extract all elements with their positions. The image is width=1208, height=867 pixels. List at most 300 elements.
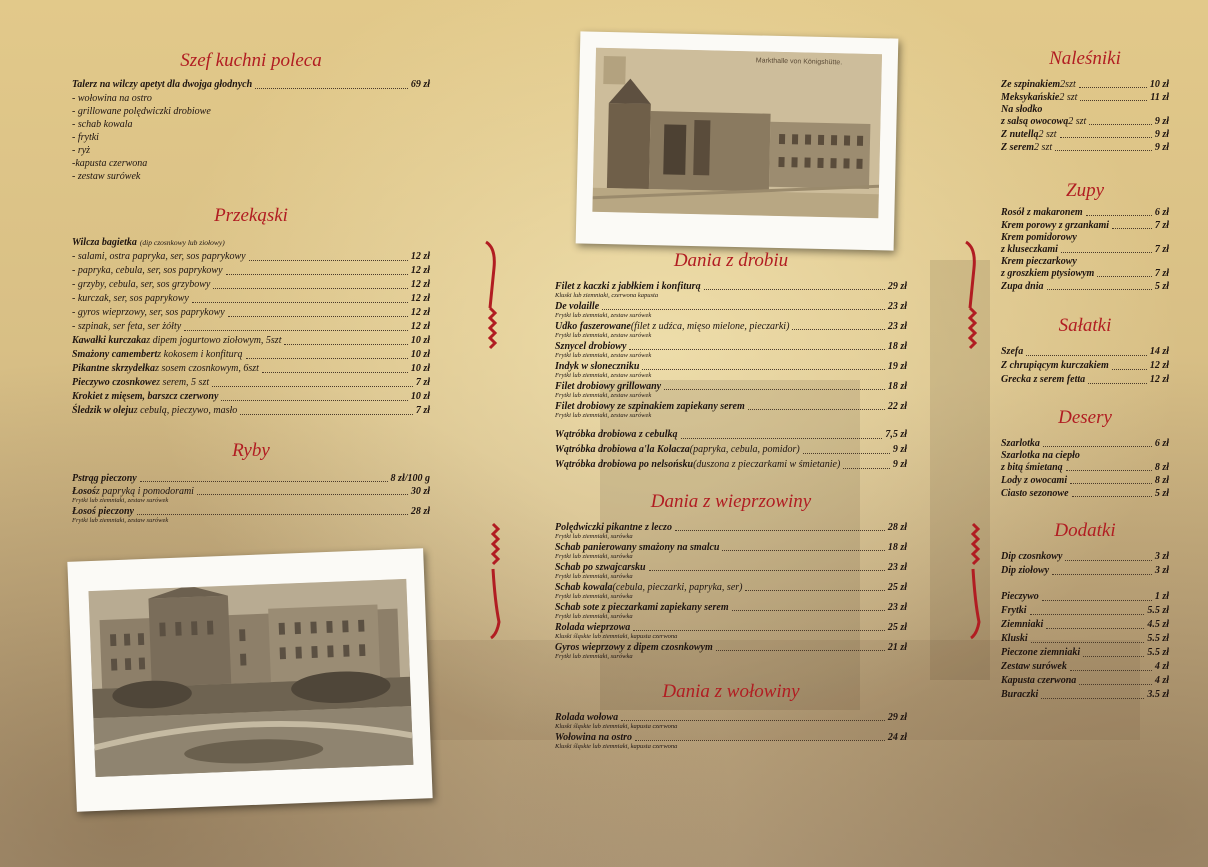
menu-item	[1001, 474, 1169, 487]
menu-item	[555, 621, 907, 634]
dot-leader	[1031, 642, 1145, 643]
talerz-component: - zestaw surówek	[72, 170, 141, 182]
menu-item	[72, 390, 430, 404]
dot-leader	[681, 438, 883, 439]
menu-item-price: 10 zł	[410, 335, 430, 346]
menu-item-name: Meksykańskie	[1001, 92, 1060, 103]
menu-item	[555, 380, 907, 393]
menu-item	[555, 601, 907, 614]
menu-item-name: Rolada wołowa	[555, 712, 619, 723]
menu-item-price: 10 zł	[410, 363, 430, 374]
section-title-zupy: Zupy	[1066, 180, 1104, 201]
wolow-list	[555, 711, 907, 750]
menu-item	[1001, 487, 1169, 500]
menu-item-price: 8 zł	[1154, 462, 1169, 473]
talerz-component: - grillowane polędwiczki drobiowe	[72, 105, 211, 117]
menu-item-subtext: Kluski śląskie lub ziemniaki, kapusta czerwona	[555, 633, 678, 640]
menu-item	[555, 521, 907, 534]
menu-item-price: 5.5 zł	[1147, 633, 1169, 644]
menu-item	[72, 472, 430, 485]
menu-item-price: 4 zł	[1154, 675, 1169, 686]
dot-leader	[1112, 228, 1152, 229]
section-title-wieprz: Dania z wieprzowiny	[650, 491, 812, 512]
menu-item-subtext: Frytki lub ziemniaki, surówka	[555, 653, 633, 660]
dips-list	[1001, 550, 1169, 578]
menu-item	[1001, 632, 1169, 646]
menu-item	[72, 320, 430, 334]
dot-leader	[1097, 276, 1151, 277]
dot-leader	[1070, 670, 1152, 671]
menu-item-price: 23 zł	[887, 602, 907, 613]
menu-item-pre: Krem pomidorowy	[1001, 232, 1077, 243]
photo-markthalle	[576, 31, 899, 250]
menu-item-price: 21 zł	[887, 642, 907, 653]
menu-item	[72, 264, 430, 278]
dot-leader	[240, 414, 413, 415]
menu-item-name: Smażony camembert	[72, 349, 158, 360]
menu-item-desc: 2 szt	[1068, 116, 1087, 127]
menu-item-subtext: Frytki lub ziemniaki, zestaw surówek	[555, 372, 652, 379]
left-column	[72, 50, 430, 525]
dot-leader	[745, 590, 884, 591]
menu-item	[555, 400, 907, 413]
dot-leader	[1089, 124, 1152, 125]
menu-item	[1001, 219, 1169, 232]
right-column	[1001, 48, 1169, 702]
menu-item-price: 7 zł	[1154, 244, 1169, 255]
menu-item-price: 10 zł	[1149, 79, 1169, 90]
menu-item-price: 12 zł	[410, 265, 430, 276]
menu-item-name: z groszkiem ptysiowym	[1001, 268, 1095, 279]
menu-item-price: 9 zł	[1154, 116, 1169, 127]
menu-item-name: z kluseczkami	[1001, 244, 1058, 255]
menu-item	[72, 278, 430, 292]
wieprz-list	[555, 521, 907, 660]
menu-item-subtext: Kluski śląskie lub ziemniaki, kapusta czerwona	[555, 743, 678, 750]
salatki-list	[1001, 345, 1169, 387]
menu-item	[1001, 461, 1169, 474]
menu-item-price: 6 zł	[1154, 207, 1169, 218]
menu-item	[555, 561, 907, 574]
menu-item	[1001, 604, 1169, 618]
menu-item-price: 12 zł	[410, 279, 430, 290]
dot-leader	[1055, 150, 1152, 151]
dot-leader	[1083, 656, 1144, 657]
dot-leader	[621, 720, 885, 721]
menu-item-name: Zestaw surówek	[1001, 661, 1067, 672]
menu-item-price: 19 zł	[887, 361, 907, 372]
menu-item-name: Schab sote z pieczarkami zapiekany serem	[555, 602, 729, 613]
ryby-list	[72, 472, 430, 524]
menu-item-name: Lody z owocami	[1001, 475, 1068, 486]
menu-item-name: Z serem	[1001, 142, 1035, 153]
markthalle-caption: Markthalle von Königshütte.	[755, 57, 843, 67]
menu-item-name: Łosoś pieczony	[72, 506, 134, 517]
menu-item-name: Wątróbka drobiowa po nelsońsku	[555, 459, 694, 470]
menu-item	[1001, 618, 1169, 632]
menu-item-desc: (filet z udźca, mięso mielone, pieczarki)	[630, 321, 790, 332]
menu-item-price: 25 zł	[887, 622, 907, 633]
ornament-left-bottom-icon	[483, 522, 503, 642]
dot-leader	[226, 274, 408, 275]
menu-item-price: 9 zł	[1154, 142, 1169, 153]
menu-item-desc: z kokosem i konfiturą	[157, 349, 243, 360]
menu-item-name: Pikantne skrzydełka	[72, 363, 156, 374]
menu-item-subtext: Frytki lub ziemniaki, surówka	[555, 593, 633, 600]
dot-leader	[262, 372, 408, 373]
menu-item-name: Z nutellą	[1001, 129, 1039, 140]
menu-item-price: 28 zł	[887, 522, 907, 533]
center-column	[555, 250, 907, 751]
menu-item-name: Ciasto sezonowe	[1001, 488, 1069, 499]
menu-item-price: 4 zł	[1154, 661, 1169, 672]
menu-item-name: Frytki	[1001, 605, 1027, 616]
menu-item-desc: - grzyby, cebula, ser, sos grzybowy	[72, 279, 211, 290]
section-title-dodatki: Dodatki	[1054, 520, 1116, 541]
menu-item-name: Pstrąg pieczony	[72, 473, 137, 484]
menu-item-desc: - szpinak, ser feta, ser żółty	[72, 321, 182, 332]
menu-item	[1001, 267, 1169, 280]
menu-item-name: Krem porowy z grzankami	[1001, 220, 1110, 231]
menu-item-name: Rosół z makaronem	[1001, 207, 1083, 218]
menu-item-desc: (cebula, pieczarki, papryka, ser)	[612, 582, 743, 593]
menu-item-price: 24 zł	[887, 732, 907, 743]
dot-leader	[192, 302, 408, 303]
menu-item-wilcza-bagietka: Wilcza bagietka (dip czosnkowy lub ziołowy)	[72, 236, 225, 248]
menu-item-name: Grecka z serem fetta	[1001, 374, 1086, 385]
markthalle-illustration	[592, 48, 882, 218]
menu-item	[1001, 345, 1169, 359]
talerz-component: -kapusta czerwona	[72, 157, 148, 169]
menu-item-name: Pieczywo	[1001, 591, 1039, 602]
dot-leader	[843, 468, 890, 469]
dot-leader	[732, 610, 885, 611]
menu-item-desc: 2 szt	[1034, 142, 1053, 153]
menu-item-desc: z cebulą, pieczywo, masło	[133, 405, 238, 416]
menu-item-price: 9 zł	[1154, 129, 1169, 140]
menu-item-price: 12 zł	[1149, 360, 1169, 371]
menu-item-name: Rolada wieprzowa	[555, 622, 631, 633]
menu-item-pre: Szarlotka na ciepło	[1001, 450, 1080, 461]
dot-leader	[284, 344, 407, 345]
menu-item-price: 5 zł	[1154, 488, 1169, 499]
menu-item-price: 7 zł	[415, 377, 430, 388]
menu-item-desc: - gyros wieprzowy, ser, sos paprykowy	[72, 307, 225, 318]
menu-item-name: Schab po szwajcarsku	[555, 562, 646, 573]
menu-item	[1001, 550, 1169, 564]
dot-leader	[1030, 614, 1145, 615]
dot-leader	[803, 453, 890, 454]
menu-item-name: Ziemniaki	[1001, 619, 1044, 630]
menu-item-price: 12 zł	[410, 251, 430, 262]
menu-item	[1001, 564, 1169, 578]
menu-item-name: Schab kowala	[555, 582, 613, 593]
dot-leader	[716, 650, 885, 651]
menu-item	[72, 362, 430, 376]
menu-item-desc: - salami, ostra papryka, ser, sos paprykowy	[72, 251, 246, 262]
menu-item	[1001, 243, 1169, 256]
menu-item	[1001, 115, 1169, 128]
photo-old-building	[67, 548, 432, 811]
menu-item-price: 22 zł	[887, 401, 907, 412]
dot-leader	[1026, 355, 1147, 356]
menu-item	[555, 320, 907, 333]
menu-item-name: Kapusta czerwona	[1001, 675, 1077, 686]
menu-item-name: Udko faszerowane	[555, 321, 631, 332]
menu-item-name: Krokiet z mięsem, barszcz czerwony	[72, 391, 219, 402]
dot-leader	[642, 369, 884, 370]
nalesniki-list	[1001, 78, 1169, 154]
menu-item-name: Kluski	[1001, 633, 1028, 644]
talerz-component: - ryż	[72, 144, 91, 156]
menu-item	[72, 306, 430, 320]
menu-item	[555, 711, 907, 724]
dot-leader	[1088, 383, 1147, 384]
dot-leader	[1043, 446, 1152, 447]
section-title-szef: Szef kuchni poleca	[180, 50, 322, 71]
menu-item-desc: z sosem czosnkowym, 6szt	[155, 363, 259, 374]
section-title-wolow: Dania z wołowiny	[662, 681, 800, 702]
menu-item	[555, 360, 907, 373]
dot-leader	[246, 358, 408, 359]
dot-leader	[1046, 628, 1144, 629]
menu-item	[1001, 91, 1169, 104]
dot-leader	[1086, 215, 1152, 216]
menu-item	[1001, 660, 1169, 674]
dot-leader	[212, 386, 413, 387]
menu-item-price: 23 zł	[887, 321, 907, 332]
menu-item-name: Wątróbka drobiowa z cebulką	[555, 429, 678, 440]
dot-leader	[1065, 560, 1151, 561]
menu-item-price: 9 zł	[892, 444, 907, 455]
menu-item	[1001, 688, 1169, 702]
menu-item-price: 4.5 zł	[1147, 619, 1169, 630]
menu-item-name: Polędwiczki pikantne z leczo	[555, 522, 672, 533]
menu-item-subtext: Kluski lub ziemniaki, czerwona kapusta	[555, 292, 659, 299]
menu-item-desc: 2 szt	[1059, 92, 1078, 103]
menu-item-name: Filet drobiowy grillowany	[555, 381, 662, 392]
menu-item-price: 23 zł	[887, 562, 907, 573]
menu-item	[555, 442, 907, 457]
dot-leader	[633, 630, 885, 631]
menu-item-subtext: Frytki lub ziemniaki, surówka	[555, 533, 633, 540]
menu-item-name: Sznycel drobiowy	[555, 341, 627, 352]
dot-leader	[748, 409, 885, 410]
menu-item-subtext: Frytki lub ziemniaki, zestaw surówek	[555, 312, 652, 319]
menu-item-price: 5.5 zł	[1147, 605, 1169, 616]
menu-item-price: 12 zł	[410, 293, 430, 304]
menu-item-name: Dip czosnkowy	[1001, 551, 1063, 562]
przekaski-list	[72, 250, 430, 418]
menu-item	[555, 641, 907, 654]
menu-item	[72, 292, 430, 306]
menu-item-price: 9 zł	[892, 459, 907, 470]
talerz-component: - wołowina na ostro	[72, 92, 152, 104]
menu-item	[1001, 590, 1169, 604]
menu-item	[1001, 206, 1169, 219]
dot-leader	[602, 309, 885, 310]
menu-item-price: 29 zł	[887, 281, 907, 292]
menu-item-desc: - kurczak, ser, sos paprykowy	[72, 293, 189, 304]
menu-item-price: 30 zł	[410, 486, 430, 497]
menu-item-name: De volaille	[555, 301, 600, 312]
menu-item-price: 23 zł	[887, 301, 907, 312]
menu-item-name: z bitą śmietaną	[1001, 462, 1063, 473]
dot-leader	[197, 494, 408, 495]
menu-item	[72, 250, 430, 264]
menu-item	[555, 457, 907, 472]
menu-item-name: z salsą owocową	[1001, 116, 1069, 127]
menu-item-price: 10 zł	[410, 391, 430, 402]
dot-leader	[722, 550, 884, 551]
menu-item	[72, 334, 430, 348]
menu-item-subtext: Frytki lub ziemniaki, surówka	[555, 573, 633, 580]
menu-item-desc: - papryka, cebula, ser, sos paprykowy	[72, 265, 223, 276]
menu-item	[1001, 141, 1169, 154]
menu-item-name: Indyk w słoneczniku	[555, 361, 640, 372]
dot-leader	[1047, 289, 1152, 290]
dot-leader	[792, 329, 884, 330]
dot-leader	[1079, 684, 1152, 685]
menu-item-name: Pieczone ziemniaki	[1001, 647, 1081, 658]
menu-item	[1001, 359, 1169, 373]
menu-item-price: 7,5 zł	[885, 429, 907, 440]
menu-item	[72, 404, 430, 418]
dot-leader	[635, 740, 885, 741]
menu-item-name: Śledzik w oleju	[72, 405, 134, 416]
dot-leader	[1072, 496, 1152, 497]
menu-item-name: Pieczywo czosnkowe	[72, 377, 157, 388]
dot-leader	[1112, 369, 1147, 370]
menu-item-price: 8 zł	[1154, 475, 1169, 486]
dot-leader	[664, 389, 885, 390]
section-title-salatki: Sałatki	[1058, 315, 1112, 336]
menu-item-price: 28 zł	[410, 506, 430, 517]
menu-item-name: Filet drobiowy ze szpinakiem zapiekany serem	[555, 401, 745, 412]
menu-item-price: 10 zł	[410, 349, 430, 360]
menu-item-subtext: Frytki lub ziemniaki, surówka	[555, 553, 633, 560]
menu-item-talerz: Talerz na wilczy apetyt dla dwojga głodnych 69 zł	[72, 79, 430, 90]
menu-item	[555, 280, 907, 293]
menu-item-price: 12 zł	[410, 321, 430, 332]
menu-item-name: Łosoś	[72, 486, 96, 497]
menu-item-price: 3 zł	[1154, 551, 1169, 562]
menu-item-desc: z dipem jogurtowo ziołowym, 5szt	[146, 335, 282, 346]
dot-leader	[213, 288, 408, 289]
menu-item-price: 11 zł	[1150, 92, 1169, 103]
menu-item-price: 14 zł	[1149, 346, 1169, 357]
menu-item-price: 29 zł	[887, 712, 907, 723]
menu-item	[555, 541, 907, 554]
watrobka-list	[555, 427, 907, 472]
menu-item-desc: (duszona z pieczarkami w śmietanie)	[693, 459, 841, 470]
dot-leader	[249, 260, 408, 261]
menu-item-desc: z papryką i pomodorami	[95, 486, 194, 497]
ornament-right-top-icon	[960, 238, 980, 358]
menu-item-subtext: Frytki lub ziemniaki, zestaw surówek	[72, 497, 169, 504]
menu-item-name: Z chrupiącym kurczakiem	[1001, 360, 1109, 371]
dot-leader	[1079, 87, 1147, 88]
menu-item	[1001, 373, 1169, 387]
section-title-ryby: Ryby	[232, 440, 270, 461]
drob-list	[555, 280, 907, 419]
section-title-drob: Dania z drobiu	[673, 250, 789, 271]
dot-leader	[1080, 100, 1147, 101]
talerz-components	[72, 92, 430, 183]
dot-leader	[1060, 137, 1152, 138]
menu-item	[1001, 280, 1169, 293]
menu-item-price: 3.5 zł	[1147, 689, 1169, 700]
talerz-component: - schab kowala	[72, 118, 133, 130]
section-title-nalesniki: Naleśniki	[1049, 48, 1121, 69]
menu-item-name: Buraczki	[1001, 689, 1039, 700]
old-palace-illustration	[88, 579, 413, 777]
menu-item	[555, 340, 907, 353]
menu-item-price: 7 zł	[1154, 268, 1169, 279]
menu-item-price: 3 zł	[1154, 565, 1169, 576]
menu-item-price: 18 zł	[887, 381, 907, 392]
menu-item-price: 7 zł	[1154, 220, 1169, 231]
menu-item-desc: 2 szt	[1038, 129, 1057, 140]
dot-leader	[704, 289, 885, 290]
menu-item-price: 18 zł	[887, 542, 907, 553]
dot-leader	[1061, 252, 1152, 253]
dot-leader	[1042, 600, 1152, 601]
menu-item-pre: Krem pieczarkowy	[1001, 256, 1077, 267]
menu-item-subtext: Frytki lub ziemniaki, zestaw surówek	[555, 412, 652, 419]
dot-leader	[228, 316, 408, 317]
dot-leader	[1070, 483, 1152, 484]
dodatki-list	[1001, 590, 1169, 702]
menu-item-name: Szarlotka	[1001, 438, 1040, 449]
menu-item-subtext: Frytki lub ziemniaki, zestaw surówek	[555, 352, 652, 359]
menu-item	[72, 505, 430, 518]
menu-item-desc: (papryka, cebula, pomidor)	[689, 444, 800, 455]
ornament-right-bottom-icon	[963, 522, 983, 642]
menu-item-price: 12 zł	[1149, 374, 1169, 385]
menu-item-subtext: Frytki lub ziemniaki, surówka	[555, 613, 633, 620]
menu-item-name: Gyros wieprzowy z dipem czosnkowym	[555, 642, 713, 653]
menu-item-name: Dip ziołowy	[1001, 565, 1050, 576]
menu-item	[72, 485, 430, 498]
menu-item-price: 1 zł	[1154, 591, 1169, 602]
dot-leader	[1052, 574, 1152, 575]
menu-item	[1001, 674, 1169, 688]
menu-item-name: Wątróbka drobiowa a'la Kolacza	[555, 444, 690, 455]
desery-list	[1001, 437, 1169, 500]
menu-item	[1001, 437, 1169, 450]
menu-item-price: 25 zł	[887, 582, 907, 593]
menu-item-name: Kawałki kurczaka	[72, 335, 147, 346]
talerz-component: - frytki	[72, 131, 99, 143]
ornament-left-top-icon	[480, 238, 500, 358]
menu-item-name: Wołowina na ostro	[555, 732, 633, 743]
section-title-desery: Desery	[1058, 407, 1112, 428]
dot-leader	[675, 530, 885, 531]
menu-item-name: Zupa dnia	[1001, 281, 1044, 292]
menu-item-desc: z serem, 5 szt	[156, 377, 210, 388]
section-title-przekaski: Przekąski	[214, 204, 288, 226]
menu-item-subtext: Kluski śląskie lub ziemniaki, kapusta czerwona	[555, 723, 678, 730]
menu-item-pre: Na słodko	[1001, 104, 1043, 115]
menu-item	[1001, 128, 1169, 141]
menu-item	[1001, 78, 1169, 91]
menu-item-name: Ze szpinakiem	[1001, 79, 1061, 90]
menu-item-price: 5.5 zł	[1147, 647, 1169, 658]
menu-item	[72, 348, 430, 362]
dot-leader	[1041, 698, 1144, 699]
dot-leader	[140, 481, 388, 482]
